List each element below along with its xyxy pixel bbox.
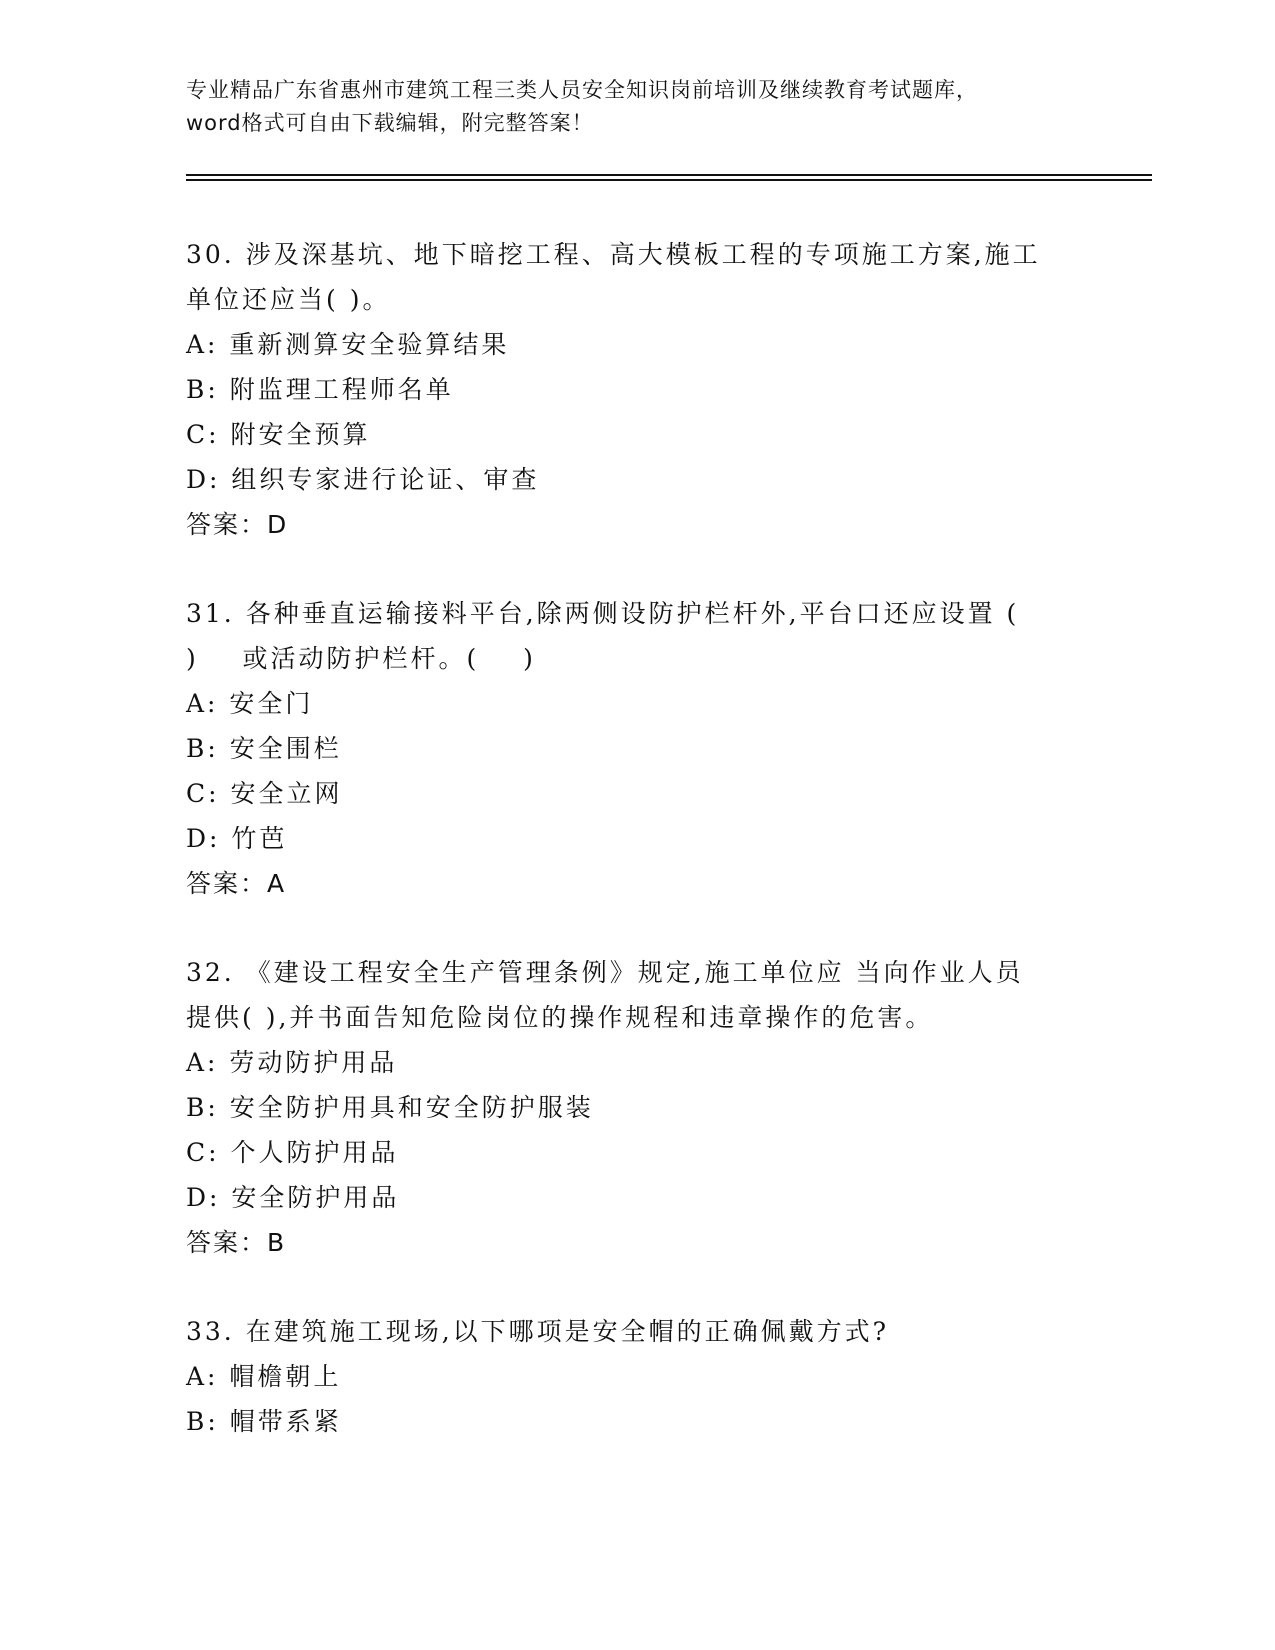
option-d: D: 竹芭 — [186, 824, 288, 853]
header-rule-top — [186, 174, 1152, 176]
option-c: C: 附安全预算 — [186, 420, 371, 449]
answer-label: 答案：D — [186, 510, 289, 539]
question-list — [186, 232, 1086, 1488]
question-stem: 提供( ),并书面告知危险岗位的操作规程和违章操作的危害。 — [186, 1003, 934, 1032]
question-stem: ) 或活动防护栏杆。( ) — [186, 644, 536, 673]
question-stem: 32. 《建设工程安全生产管理条例》规定,施工单位应 当向作业人员 — [186, 958, 1024, 987]
option-a: A: 安全门 — [186, 689, 314, 718]
option-d: D: 安全防护用品 — [186, 1183, 400, 1212]
option-b: B: 附监理工程师名单 — [186, 375, 454, 404]
question-33 — [186, 1309, 1086, 1444]
option-a: A: 重新测算安全验算结果 — [186, 330, 510, 359]
option-d: D: 组织专家进行论证、审查 — [186, 465, 540, 494]
question-stem: 30. 涉及深基坑、地下暗挖工程、高大模板工程的专项施工方案,施工 — [186, 240, 1041, 269]
option-c: C: 安全立网 — [186, 779, 343, 808]
question-32 — [186, 950, 1086, 1265]
question-stem: 33. 在建筑施工现场,以下哪项是安全帽的正确佩戴方式? — [186, 1317, 890, 1346]
answer-label: 答案：A — [186, 869, 287, 898]
answer-label: 答案：B — [186, 1228, 287, 1257]
option-b: B: 帽带系紧 — [186, 1407, 342, 1436]
option-c: C: 个人防护用品 — [186, 1138, 399, 1167]
option-b: B: 安全围栏 — [186, 734, 342, 763]
question-30 — [186, 232, 1086, 547]
header-title-line-2: word格式可自由下载编辑，附完整答案！ — [186, 111, 594, 135]
document-header — [186, 74, 1086, 140]
header-title-line-1: 专业精品广东省惠州市建筑工程三类人员安全知识岗前培训及继续教育考试题库， — [186, 78, 978, 102]
option-a: A: 劳动防护用品 — [186, 1048, 398, 1077]
header-rule-bottom — [186, 179, 1152, 181]
question-stem: 31. 各种垂直运输接料平台,除两侧设防护栏杆外,平台口还应设置 ( — [186, 599, 1020, 628]
option-a: A: 帽檐朝上 — [186, 1362, 342, 1391]
question-stem: 单位还应当( )。 — [186, 285, 391, 314]
question-31 — [186, 591, 1086, 906]
option-b: B: 安全防护用具和安全防护服装 — [186, 1093, 594, 1122]
